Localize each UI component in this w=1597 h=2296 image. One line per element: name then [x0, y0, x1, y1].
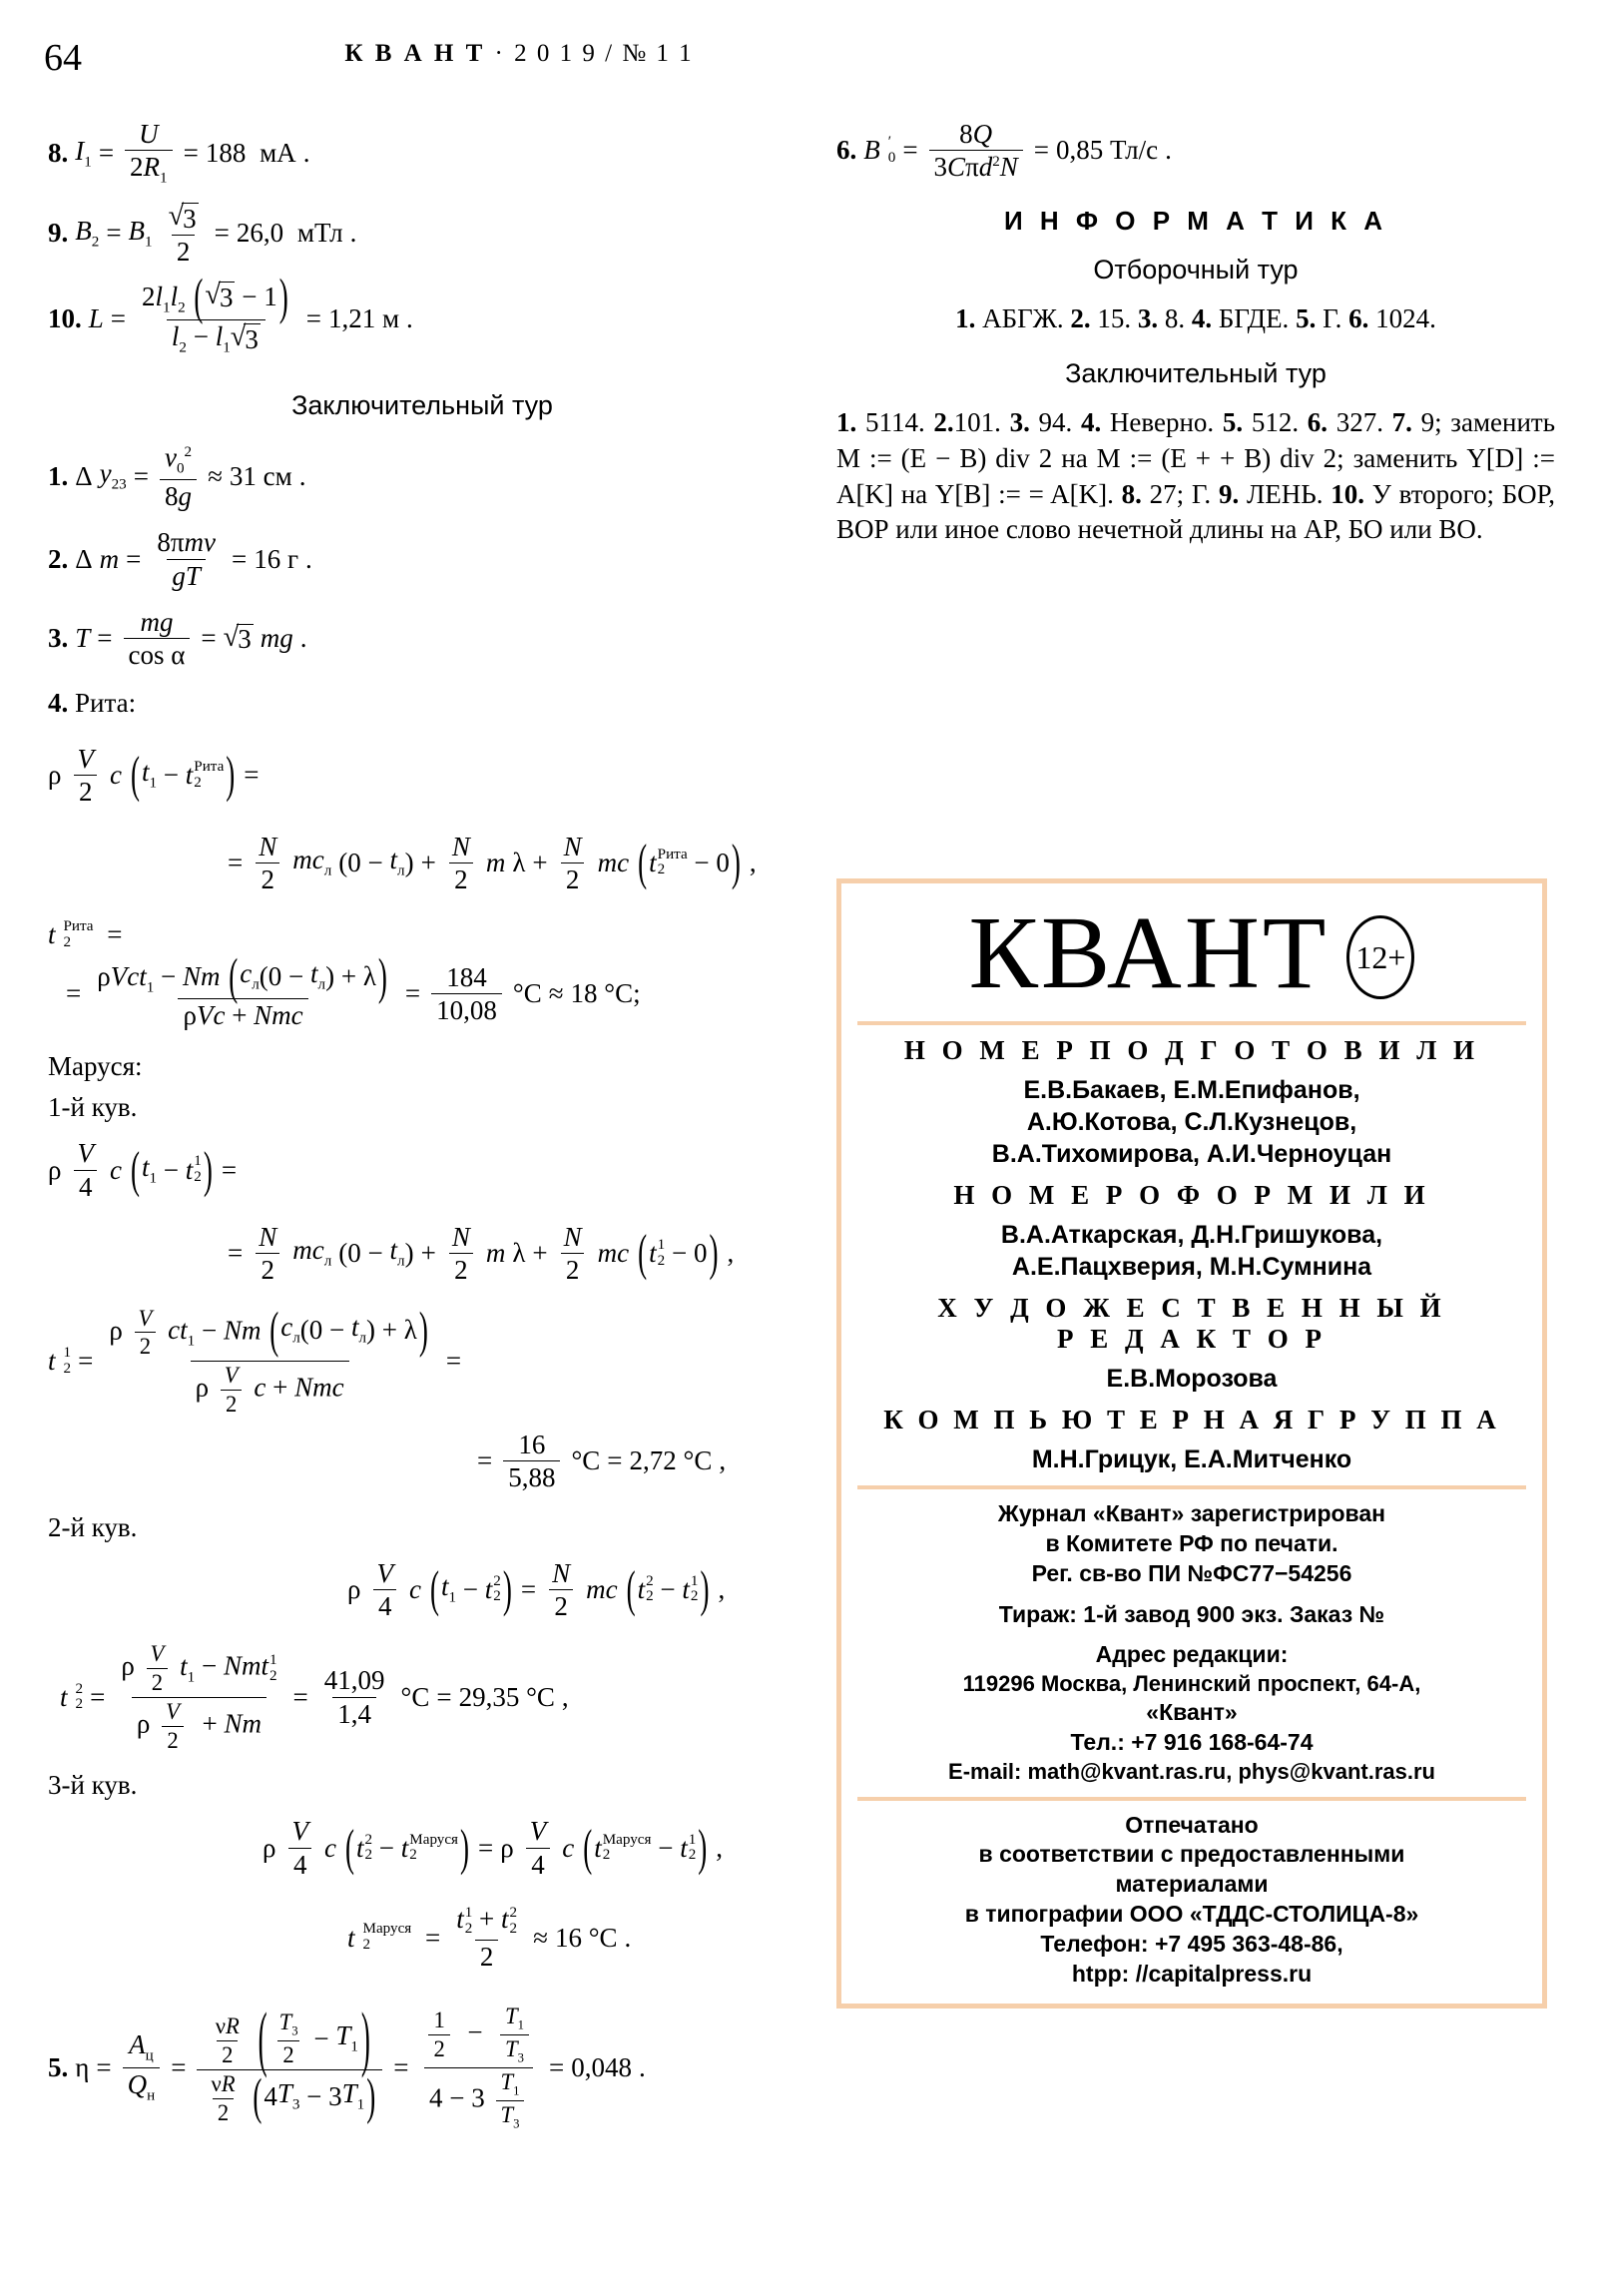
kuv1-frac-den: 5,88 [503, 1460, 560, 1491]
designed-by-title: Н О М Е Р О Ф О Р М И Л И [953, 1180, 1430, 1210]
answer-item-10: 10. L = $2l_1l_2$ ( √ 3 − 1 ) $l_2 - l_1$ √ 3 = 1,21 м . [48, 268, 413, 355]
art-editor-title-line2: Р Е Д А К Т О Р [1057, 1324, 1327, 1354]
item4-kuv3-eq2: t Маруся 2 = t 1 2 + t 2 2 2 ≈ 16 °C . [347, 1904, 632, 1972]
journal-separator: · [494, 40, 505, 67]
item4-marusya-label: Маруся: [48, 1051, 143, 1082]
item4-kuv3-eq1: ρ $\frac{V}{4}$ c ( t 2 2 − t Маруся 2 ) = ρ $\frac{V}{4}$ c ( t Маруся 2 − t 1 2 ) , [263, 1816, 724, 1880]
item-number: 8. [48, 138, 69, 169]
right-column [836, 120, 1555, 548]
printer-url: htpp: //capitalpress.ru [1071, 1961, 1313, 1988]
legal-block [857, 1499, 1526, 1787]
journal-name: К В А Н Т [344, 40, 486, 67]
designed-name-line: А.Е.Пацхверия, М.Н.Сумнина [1011, 1253, 1372, 1281]
prepared-name-line: Е.В.Бакаев, Е.М.Епифанов, [1023, 1076, 1360, 1104]
item4-eq-rita-1: ρ $\frac{V}{2}$ c ( $t_1$ − t Рита 2 ) = [48, 743, 260, 808]
item4-kuv1-eq2: = $\frac{N}{2}$ $mc_л$ ( 0 − $t_л$ ) + $\frac{N}{2}$ m λ + $\frac{N}{2}$ mc ( t 1 2 − 0 ) , [228, 1221, 735, 1286]
address-group [857, 1640, 1526, 1787]
item4-kuv3-label: 3-й кув. [48, 1770, 138, 1801]
final-item-2: 2. Δ m = $\frac{\text{8πmv}}{gT}$ = 16 г . [48, 527, 312, 591]
registration-line: Рег. св-во ПИ №ФС77−54256 [1031, 1559, 1352, 1586]
art-editor-title-line1: Х У Д О Ж Е С Т В Е Н Н Ы Й [937, 1293, 1446, 1323]
kuv3-value: 16 °C [554, 1922, 618, 1953]
kuv2-frac-den: 1,4 [332, 1697, 376, 1728]
final-item-3: 3. T = $\frac{mg}{\text{cos α}}$ = √ 3 mg . [48, 607, 307, 671]
computer-group-names: М.Н.Грицук, Е.А.Митченко [1031, 1445, 1352, 1473]
masthead-logo [857, 887, 1526, 1015]
item-number: 6. [836, 135, 857, 166]
age-rating-badge: 12+ [1346, 915, 1414, 999]
journal-title-line [0, 40, 1038, 68]
art-editor-name: Е.В.Морозова [1106, 1365, 1278, 1393]
item4-kuv2-label: 2-й кув. [48, 1511, 138, 1542]
email-line: E-mail: math@kvant.ras.ru, phys@kvant.ras.ru [948, 1758, 1435, 1784]
computer-group-title: К О М П Ь Ю Т Е Р Н А Я Г Р У П П А [883, 1405, 1500, 1435]
item4-eq-rita-3-lhs: t Рита 2 = [48, 918, 123, 950]
item-number: 10. [48, 303, 82, 334]
item-number: 2. [48, 543, 69, 574]
rita-frac-den: 10,08 [431, 993, 502, 1024]
answer-item-6: 6. B ′ 0 = $\frac{8Q}{3C\pi d^2N}$ = 0,85 Тл/с . [836, 119, 1172, 183]
item-number: 5. [48, 2051, 69, 2082]
selection-tour-title: Отборочный тур [1093, 254, 1299, 285]
kuv1-value: 2,72 °C [629, 1445, 713, 1476]
item5-value: 0,048 [571, 2051, 632, 2082]
item-number: 3. [48, 623, 69, 654]
printed-line: в соответствии с предоставленными [978, 1841, 1405, 1868]
final-tour-answers: 1. 5114. 2.101. 3. 94. 4. Неверно. 5. 512. 6. 327. 7. 9; заменить M := (E − B) div 2 на M := (E + + B) div 2; заменить Y[D] := A[K] на Y[B] := = A[K]. 8. 27; Г. 9. ЛЕНЬ. 10. У второго; БОР, ВОР или иное слово нечетной длины на АР, БО или ВО. [836, 407, 1556, 545]
item4-eq-rita-3-rhs: = ρVct$_1$ − Nm ( $c_л$ ( 0 − $t_л$ ) + λ ) ρVc + Nmc = $\frac{184}{10,08}$ °C ≈ 18 °C; [66, 946, 641, 1030]
address-line: 119296 Москва, Ленинский проспект, 64-А, [962, 1670, 1421, 1696]
left-column [48, 120, 797, 2130]
final-item-4-label: 4. Рита: [48, 687, 137, 718]
final-item-5: 5. η = $\frac{A_ц}{Q_н}$ = $\frac{\nu R}{2}$ ( $\frac{T_3}{2}$ − $T_1$ ) $\frac{\nu R}{2}$ ( 4 $T_3$ − 3 $T_1$ ) = $\frac{1}{2}$ − $\frac{T_1}{T_3}$ 4 − 3 $\frac{T_1}{T_3}$ = 0,048 . [48, 1998, 646, 2131]
address-line: «Квант» [1146, 1699, 1238, 1726]
rita-frac-num: 184 [446, 962, 487, 993]
item-number: 1. [48, 461, 69, 492]
printed-line: Отпечатано [1125, 1811, 1259, 1838]
registration-line: Журнал «Квант» зарегистрирован [997, 1500, 1386, 1526]
registration-line: в Комитете РФ по печати. [1045, 1529, 1338, 1556]
divider-2 [857, 1485, 1526, 1489]
kuv2-value: 29,35 °C [458, 1681, 555, 1712]
logo-wordmark: КВАНТ [968, 895, 1330, 1010]
page-number: 64 [44, 37, 82, 79]
prepared-by-title: Н О М Е Р П О Д Г О Т О В И Л И [903, 1035, 1480, 1065]
address-title: Адрес редакции: [1095, 1640, 1289, 1667]
divider-3 [857, 1797, 1526, 1801]
phone-line: Тел.: +7 916 168-64-74 [1070, 1729, 1314, 1756]
final-tour-title-informatics: Заключительный тур [1065, 358, 1327, 389]
circulation-line: Тираж: 1-й завод 900 экз. Заказ № [998, 1600, 1385, 1627]
kuv1-frac-num: 16 [518, 1429, 546, 1459]
prepared-by-names [857, 1074, 1526, 1170]
item4-kuv1-eq1: ρ $\frac{V}{4}$ c ( $t_1$ − t 1 2 ) = [48, 1138, 238, 1202]
registration-group [857, 1499, 1526, 1589]
item4-kuv2-eq2: t 2 2 = ρ $\frac{V}{2}$ $t_1$ − Nmt 1 2 ρ $\frac{V}{2}$ + Nm = $\frac{41,09}{1,4}$ °C = 29,35 °C , [60, 1641, 569, 1753]
prepared-name-line: В.А.Тихомирова, А.И.Черноуцан [991, 1140, 1392, 1168]
kuv2-frac-num: 41,09 [323, 1665, 385, 1696]
item4-eq-rita-2: = $\frac{N}{2}$ $mc_л$ ( 0 − $t_л$ ) + $\frac{N}{2}$ m λ + $\frac{N}{2}$ mc ( t Рита 2 − 0 ) , [228, 831, 757, 894]
prepared-name-line: А.Ю.Котова, С.Л.Кузнецов, [1026, 1108, 1357, 1136]
item4-kuv2-eq1: ρ $\frac{V}{4}$ c ( $t_1$ − t 2 2 ) = $\frac{N}{2}$ mc ( t 2 2 − t 1 2 ) , [347, 1557, 726, 1621]
item-number: 9. [48, 218, 69, 249]
printed-group [857, 1811, 1526, 1990]
answer-item-9: 9. $B_2$ = $B_1$ √ 3 2 = 26,0 мТл . [48, 200, 357, 267]
designed-name-line: В.А.Аткарская, Д.Н.Гришукова, [1000, 1221, 1383, 1249]
printed-line: материалами [1115, 1871, 1269, 1898]
divider-1 [857, 1021, 1526, 1025]
masthead-box [836, 878, 1547, 2009]
printer-phone: Телефон: +7 495 363-48-86, [1040, 1931, 1343, 1958]
item4-kuv1-result: = $\frac{16}{5,88}$ °C = 2,72 °C , [477, 1429, 727, 1493]
printed-line: в типографии ООО «ТДДС-СТОЛИЦА-8» [964, 1901, 1419, 1928]
item4-kuv1-label: 1-й кув. [48, 1092, 138, 1123]
printing-block [857, 1811, 1526, 1990]
item4-kuv1-eq3: t 1 2 = ρ $\frac{V}{2}$ $ct_1 - Nm$ ( $c_л$ ( 0 − $t_л$ ) + λ ) ρ $\frac{V}{2}$ c + Nmc = [48, 1301, 462, 1417]
informatics-section-title: И Н Ф О Р М А Т И К А [1003, 205, 1388, 236]
journal-issue: 2 0 1 9 / № 1 1 [514, 40, 694, 67]
selection-tour-answers: 1. АБГЖ. 2. 15. 3. 8. 4. БГДЕ. 5. Г. 6. 1024. [955, 302, 1436, 333]
designed-by-names [857, 1219, 1526, 1283]
page-header [0, 36, 1597, 86]
answer-item-8: 8. $I_1$ = $\frac{U}{2R_1}$ = 188 мА . [48, 119, 310, 187]
final-tour-heading-physics: Заключительный тур [291, 389, 553, 420]
final-item-1: 1. Δ $y_{23}$ = $\frac{v_0^2}{8g}$ ≈ 31 см . [48, 441, 306, 512]
